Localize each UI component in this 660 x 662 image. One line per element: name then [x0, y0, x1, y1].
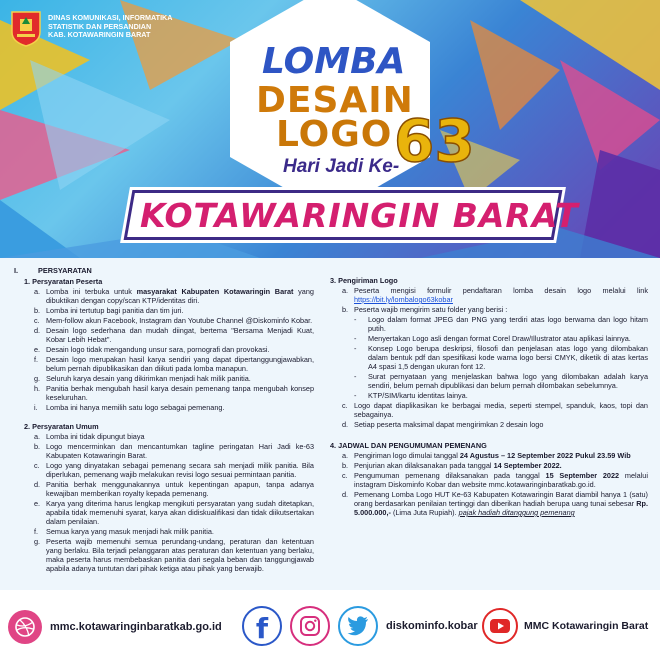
facebook-icon[interactable]: f — [242, 606, 282, 646]
title-desain: DESAIN — [256, 80, 414, 121]
kirim-heading: 3. Pengiriman Logo — [330, 276, 398, 285]
sub-item: - Konsep Logo berupa deskripsi, filosofi dan penjelasan atas logo yang dilombakan dalam bentuk pdf dan spesifikasi kode warna logo bersi CMYK, diketik di atas kertas A4 spasi 1,5 dengan ukuran font 12. — [354, 344, 648, 371]
content-panel — [0, 258, 660, 590]
list-item: c. Pengumuman pemenang dilaksanakan pada tanggal 15 September 2022 melalui instagram Diskominfo Kobar dan website mmc.kotawaringinbaratkab.go.id. — [342, 471, 648, 489]
title-anniversary-number: 63 — [394, 107, 475, 175]
title-lomba: LOMBA — [262, 41, 406, 82]
social-handle-label: diskominfo.kobar — [386, 620, 478, 632]
section-heading — [14, 266, 314, 275]
footer-youtube[interactable] — [482, 608, 648, 644]
umum-list — [14, 432, 314, 573]
list-item: a. Pengiriman logo dimulai tanggal 24 Agustus – 12 September 2022 Pukul 23.59 Wib — [342, 451, 631, 460]
column-pengiriman — [330, 258, 648, 517]
footer-website[interactable] — [8, 610, 222, 644]
peserta-list — [14, 287, 314, 412]
dribbble-icon — [8, 610, 42, 644]
list-item: b. Peserta wajib mengirim satu folder yang berisi : — [342, 305, 508, 314]
sub-item: - Surat pernyataan yang menjelaskan bahwa logo yang dilombakan adalah karya sendiri, belum pernah dipublikasi dan belum pernah dilombakan sebelumnya. — [354, 372, 648, 390]
org-line-2: STATISTIK DAN PERSANDIAN — [48, 21, 152, 31]
list-item: e. Desain logo tidak mengandung unsur sara, pornografi dan provokasi. — [34, 345, 270, 354]
footer — [0, 592, 660, 662]
list-item: f. Semua karya yang masuk menjadi hak milik panitia. — [34, 527, 214, 536]
twitter-icon — [338, 606, 378, 646]
list-item: h. Panitia berhak mengubah hasil karya desain pemenang tanpa mengubah konsep keseluruhan. — [34, 384, 314, 402]
section-number: I. — [14, 266, 19, 275]
title-logo: LOGO — [276, 114, 393, 155]
list-item: d. Panitia berhak menggunakannya untuk kepentingan apapun, tanpa adanya kewajiban memberikan royalty kepada pemenang. — [34, 480, 314, 498]
peserta-heading: 1. Persyaratan Peserta — [24, 277, 103, 286]
list-item: d. Pemenang Lomba Logo HUT Ke-63 Kabupaten Kotawaringin Barat diambil hanya 1 (satu) orang berdasarkan penilaian tertinggi dan diberikan hadiah berupa uang tunai sebesar Rp. 5.000.000,- (Lima Juta Rupiah). pajak hadiah ditanggung pemenang — [342, 490, 648, 517]
list-item: i. Lomba ini hanya memilih satu logo sebagai pemenang. — [34, 403, 225, 412]
footer-social[interactable] — [338, 606, 478, 646]
jadwal-list — [330, 451, 648, 517]
list-item: c. Mem-follow akun Facebook, Instagram dan Youtube Channel @Diskominfo Kobar. — [34, 316, 313, 325]
list-item: c. Logo yang dinyatakan sebagai pemenang secara sah menjadi milik panitia. Bila diperlukan, pemenang wajib melakukan revisi logo sesuai permintaan panitia. — [34, 461, 314, 479]
registration-link[interactable]: https://bit.ly/lombalogo63kobar — [354, 295, 453, 304]
list-item: c. Logo dapat diaplikasikan ke berbagai media, seperti stempel, spanduk, kaos, topi dan sebagainya. — [342, 401, 648, 419]
list-item: g. Peserta wajib memenuhi semua perundang-undang, peraturan dan ketentuan yang berlaku. Bila terjadi pelanggaran atas peraturan dan ketentuan yang berlaku, maka peserta harus membebaskan panitia dari segala beban dan tanggungjawab apabila adanya tuntutan dari pihak ketiga atau pihak yang berwajib. — [34, 537, 314, 573]
list-item: d. Setiap peserta maksimal dapat mengirimkan 2 desain logo — [342, 420, 544, 429]
list-item: a. Peserta mengisi formulir pendaftaran lomba desain logo melalui link https://bit.ly/lombalogo63kobar — [342, 286, 648, 304]
org-line-1: DINAS KOMUNIKASI, INFORMATIKA — [48, 13, 173, 22]
kirim-list — [330, 286, 648, 429]
sub-item: - KTP/SIM/kartu identitas lainya. — [354, 391, 468, 400]
regency-emblem-icon — [8, 8, 44, 48]
list-item: g. Seluruh karya desain yang dikirimkan menjadi hak milik panitia. — [34, 374, 251, 383]
list-item: b. Lomba ini tertutup bagi panitia dan tim juri. — [34, 306, 184, 315]
website-label: mmc.kotawaringinbaratkab.go.id — [50, 621, 222, 633]
sub-item: - Menyertakan Logo asli dengan format Corel Draw/Illustrator atau aplikasi lainnya. — [354, 334, 631, 343]
header-hero — [0, 0, 660, 258]
sub-item: - Logo dalam format JPEG dan PNG yang terdiri atas logo berwarna dan logo hitam putih. — [354, 315, 648, 333]
list-item: e. Karya yang diterima harus lengkap mengikuti persyaratan yang sudah ditetapkan, apabila tidak memenuhi syarat, karya akan didiskualifikasi dan tidak diikutsertakan dalam penilaian. — [34, 499, 314, 526]
list-item: a. Lomba ini tidak dipungut biaya — [34, 432, 145, 441]
list-item: d. Desain logo sederhana dan mudah diingat, bertema "Bersama Menjadi Kuat, Kobar Lebih Hebat". — [34, 326, 314, 344]
list-item: f. Desain logo merupakan hasil karya sendiri yang dapat dipertanggungjawabkan, belum pernah dipublikasikan dan diikuti pada lomba manapun. — [34, 355, 314, 373]
instagram-icon[interactable] — [290, 606, 330, 646]
list-item: b. Penjurian akan dilaksanakan pada tanggal 14 September 2022. — [342, 461, 562, 470]
jadwal-heading: 4. JADWAL DAN PENGUMUMAN PEMENANG — [330, 441, 487, 450]
list-item: a. Lomba ini terbuka untuk masyarakat Kabupaten Kotawaringin Barat yang dibuktikan dengan copy/scan KTP/identitas diri. — [34, 287, 314, 305]
title-hari-jadi: Hari Jadi Ke- — [283, 156, 400, 177]
section-title: PERSYARATAN — [38, 266, 92, 275]
column-persyaratan — [14, 258, 314, 573]
list-item: b. Logo mencerminkan dan mencantumkan tagline peringatan Hari Jadi ke-63 Kabupaten Kotawaringin Barat. — [34, 442, 314, 460]
youtube-channel-label: MMC Kotawaringin Barat — [524, 620, 649, 632]
banner-title: KOTAWARINGIN BARAT — [140, 196, 579, 235]
umum-heading: 2. Persyaratan Umum — [24, 422, 99, 431]
org-line-3: KAB. KOTAWARINGIN BARAT — [48, 30, 151, 40]
youtube-icon — [482, 608, 518, 644]
